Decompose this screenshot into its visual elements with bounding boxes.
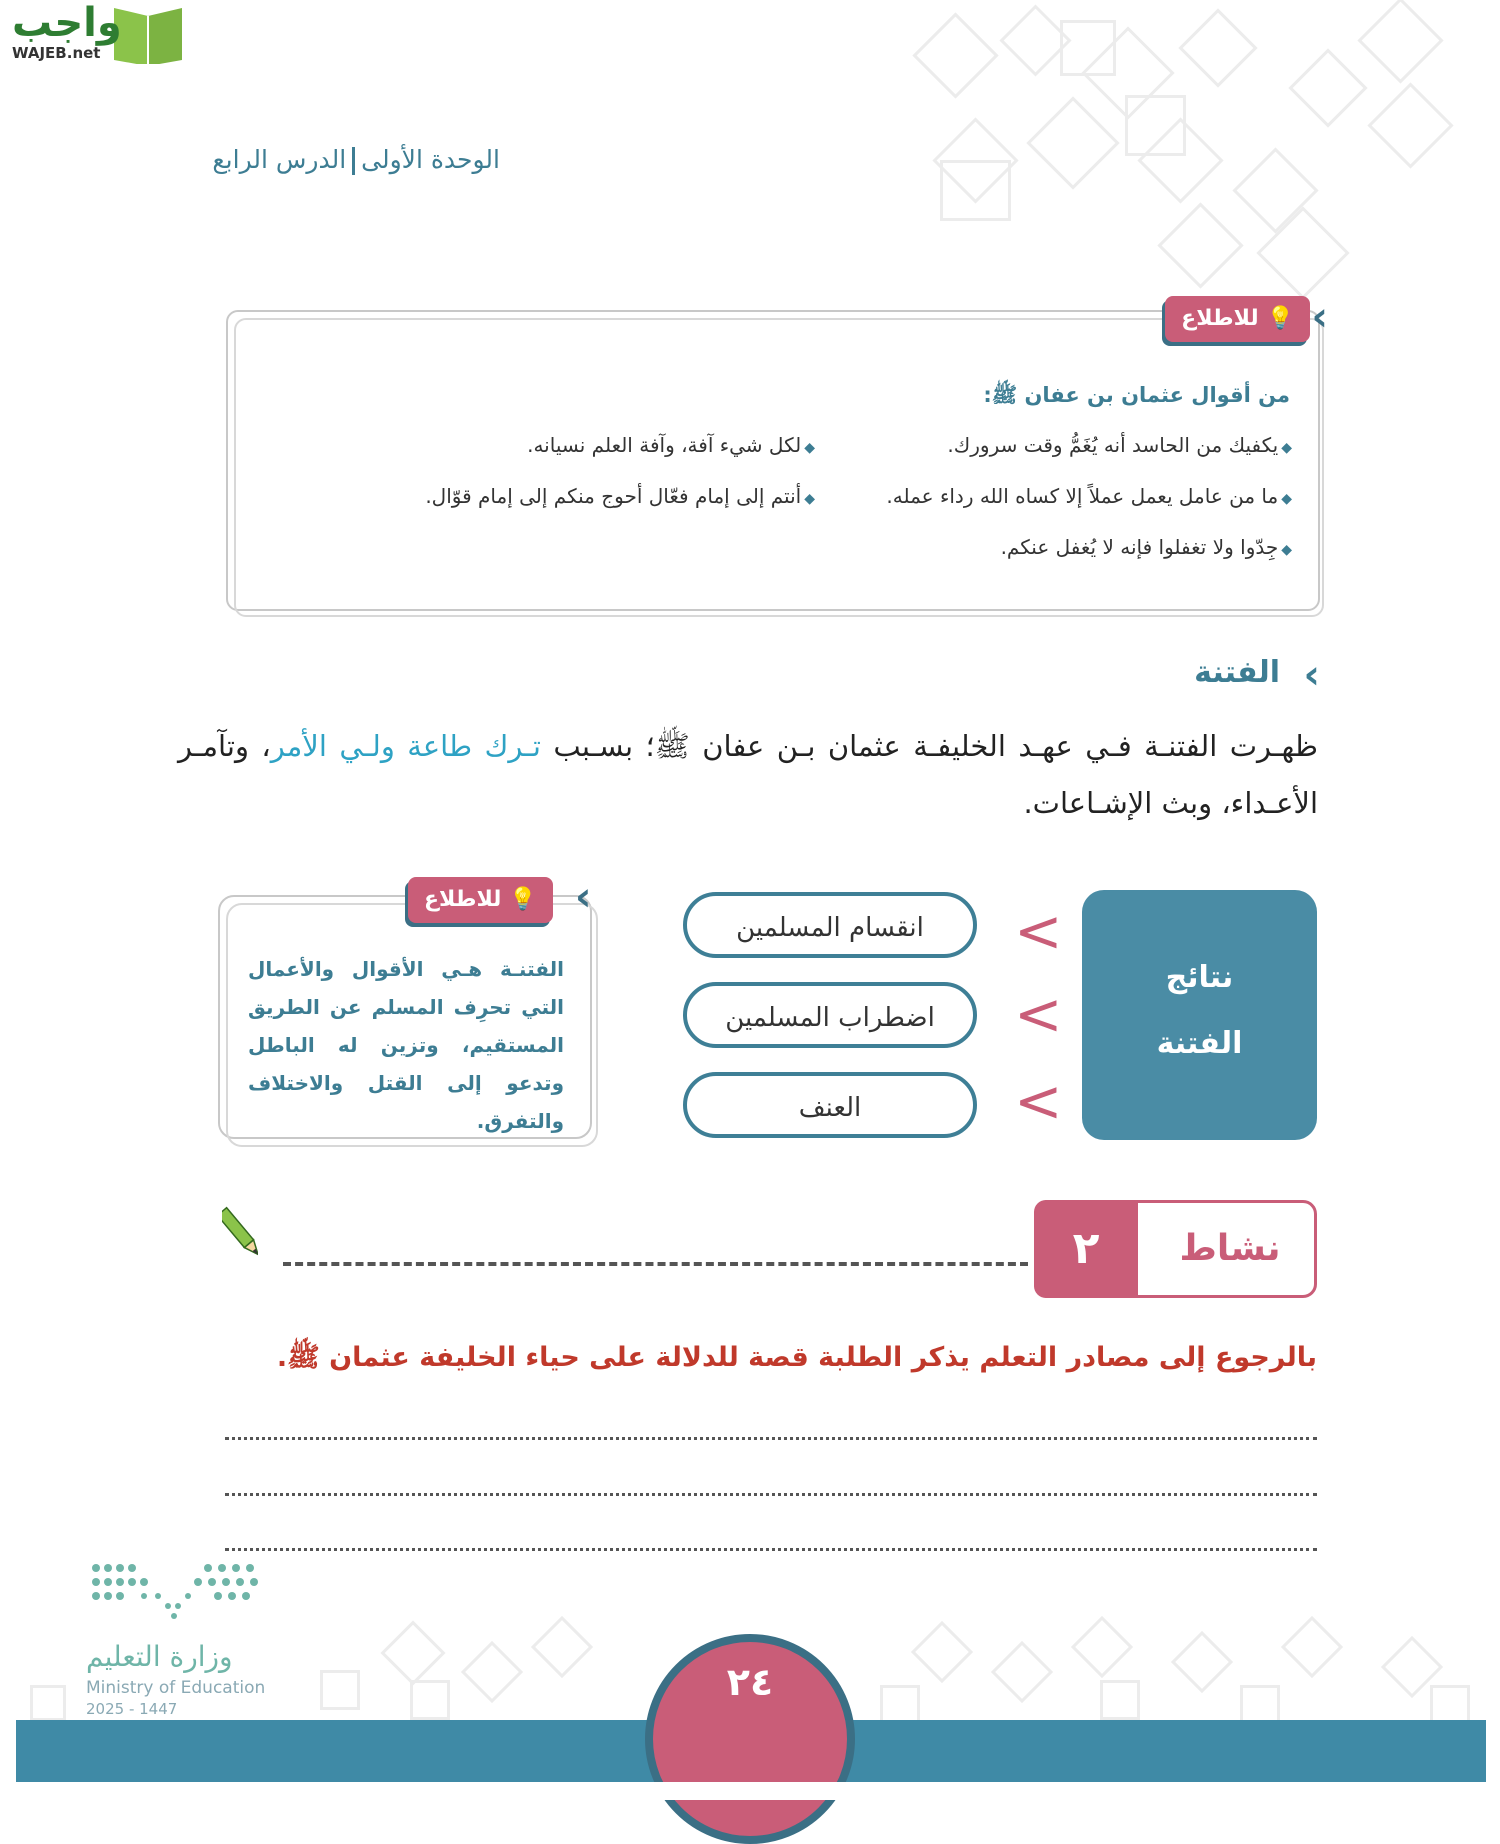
- result-item: العنف: [683, 1072, 977, 1138]
- decor-square: [1026, 96, 1119, 189]
- ministry-year: 2025 - 1447: [86, 1700, 178, 1718]
- decor-square: [911, 1621, 973, 1683]
- decor-square: [1157, 202, 1243, 288]
- page-header: [212, 145, 500, 175]
- result-item: اضطراب المسلمين: [683, 982, 977, 1048]
- decor-square: [1171, 1631, 1233, 1693]
- definition-text: الفتنـة هـي الأقوال والأعمال التي تحرِف المسلم عن الطريق المستقيم، وتزين له الباطل وتدعو إلى القتل والاختلاف والتفرق.: [248, 957, 564, 1133]
- unit-title: الوحدة الأولى: [361, 145, 500, 174]
- page-number: ٢٤: [726, 1660, 774, 1704]
- activity-instruction: بالرجوع إلى مصادر التعلم يذكر الطلبة قصة للدلالة على حياء الخليفة عثمان ﷺ.: [276, 1342, 1317, 1373]
- header-separator: [352, 147, 355, 175]
- chevron-left-icon: ‹: [575, 874, 592, 920]
- quotes-title: من أقوال عثمان بن عفان ﷺ:: [983, 383, 1290, 407]
- decor-square: [1178, 8, 1257, 87]
- decor-square: [912, 12, 998, 98]
- ministry-name-ar: وزارة التعليم: [86, 1640, 233, 1673]
- decor-square: [531, 1616, 593, 1678]
- dashed-divider: [283, 1262, 1028, 1266]
- section-chevron-icon: ‹: [1303, 652, 1320, 698]
- bullet-icon: ◆: [1281, 491, 1292, 507]
- section-paragraph: ظهـرت الفتنـة فـي عهـد الخليفـة عثمان بـن عفان ﷺ؛ بسـبب تـرك طاعة ولـي الأمر، وتآمـر الأعـداء، وبث الإشـاعات.: [178, 729, 1318, 820]
- bullet-icon: ◆: [804, 440, 815, 456]
- brand-name-en: WAJEB.net: [12, 44, 101, 62]
- decor-square: [380, 1620, 445, 1685]
- bottom-margin: [0, 1782, 1500, 1800]
- quote-item: ◆لكل شيء آفة، وآفة العلم نسيانه.: [527, 433, 815, 457]
- info-tag-label: للاطلاع: [424, 887, 502, 912]
- ministry-name-en: Ministry of Education: [86, 1678, 266, 1698]
- lesson-title: الدرس الرابع: [212, 145, 347, 174]
- decor-square: [1367, 82, 1453, 168]
- answer-line[interactable]: [225, 1437, 1317, 1440]
- lightbulb-icon: 💡: [1266, 306, 1294, 331]
- decor-square: [410, 1680, 450, 1720]
- ministry-logo-icon: [88, 1560, 268, 1630]
- results-title-line1: نتائج: [1165, 960, 1234, 995]
- quote-item: ◆أنتم إلى إمام فعّال أحوج منكم إلى إمام قوّال.: [425, 484, 815, 508]
- arrow-left-icon: <: [1014, 980, 1063, 1048]
- bullet-icon: ◆: [1281, 440, 1292, 456]
- decor-square: [30, 1685, 66, 1721]
- decor-square: [1060, 20, 1116, 76]
- section-title: الفتنة: [1194, 655, 1280, 690]
- result-item: انقسام المسلمين: [683, 892, 977, 958]
- decor-square: [940, 160, 1011, 221]
- info-tag: [1165, 296, 1310, 342]
- arrow-left-icon: <: [1014, 897, 1063, 965]
- decor-square: [461, 1641, 523, 1703]
- results-box: [1082, 890, 1317, 1140]
- quote-item: ◆جِدّوا ولا تغفلوا فإنه لا يُغفل عنكم.: [1000, 535, 1292, 559]
- info-tag: [408, 877, 553, 923]
- decor-square: [320, 1670, 360, 1710]
- lightbulb-icon: 💡: [509, 887, 537, 912]
- decor-square: [1357, 0, 1443, 84]
- arrow-left-icon: <: [1014, 1067, 1063, 1135]
- answer-line[interactable]: [225, 1493, 1317, 1496]
- info-tag-label: للاطلاع: [1181, 306, 1259, 331]
- brand-name-ar: واجب: [12, 0, 122, 46]
- activity-label: نشاط: [1179, 1228, 1281, 1269]
- decor-square: [1071, 1616, 1133, 1678]
- answer-line[interactable]: [225, 1548, 1317, 1551]
- chevron-left-icon: ‹: [1311, 294, 1328, 340]
- quote-item: ◆يكفيك من الحاسد أنه يُغَمُّ وقت سرورك.: [947, 433, 1292, 457]
- decor-square: [1430, 1685, 1470, 1725]
- bullet-icon: ◆: [804, 491, 815, 507]
- decor-square: [1125, 95, 1186, 156]
- decor-square: [991, 1641, 1053, 1703]
- results-title-line2: الفتنة: [1156, 1026, 1243, 1061]
- decor-square: [1288, 48, 1367, 127]
- pencil-icon: [222, 1203, 258, 1263]
- decor-square: [1100, 1680, 1140, 1720]
- highlighted-phrase: تـرك طاعة ولـي الأمر: [270, 729, 541, 763]
- quote-item: ◆ما من عامل يعمل عملاً إلا كساه الله رداء عمله.: [886, 484, 1292, 508]
- decor-square: [880, 1685, 920, 1725]
- activity-number: ٢: [1034, 1200, 1138, 1298]
- bullet-icon: ◆: [1281, 542, 1292, 558]
- decor-square: [1240, 1685, 1280, 1725]
- info-box-frame-shadow: [234, 318, 1324, 617]
- decor-square: [1281, 1616, 1343, 1678]
